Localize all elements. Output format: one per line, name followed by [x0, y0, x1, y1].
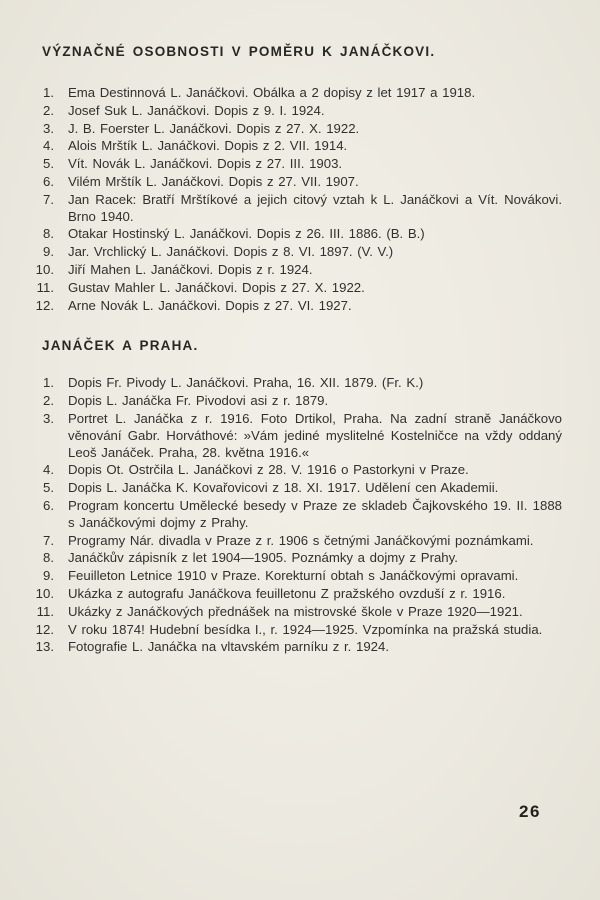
- item-number: 1.: [43, 85, 54, 100]
- list-item: [24, 103, 562, 120]
- item-number: 3.: [43, 410, 54, 426]
- item-text: Alois Mrštík L. Janáčkovi. Dopis z 2. VII. 1914.: [68, 138, 348, 154]
- item-number: 5.: [43, 156, 54, 172]
- item-text: Fotografie L. Janáčka na vltavském parníku z r. 1924.: [68, 639, 390, 655]
- item-text: Ukázky z Janáčkových přednášek na mistrovské škole v Praze 1920—1921.: [68, 603, 523, 619]
- list-item: [24, 156, 562, 173]
- item-number: 10.: [35, 261, 54, 277]
- item-text: J. B. Foerster L. Janáčkovi. Dopis z 27. X. 1922.: [68, 120, 360, 136]
- section-heading-osobnosti: VÝZNAČNÉ OSOBNOSTI V POMĚRU K JANÁČKOVI.: [42, 44, 436, 59]
- list-item: [24, 226, 562, 243]
- item-number: 5.: [43, 480, 54, 496]
- list-item: [24, 622, 562, 639]
- list-item: [24, 280, 562, 297]
- item-number: 6.: [43, 173, 54, 189]
- item-number: 12.: [35, 297, 54, 313]
- list-item: [24, 639, 562, 656]
- list-item: [24, 586, 562, 603]
- item-text: Gustav Mahler L. Janáčkovi. Dopis z 27. X. 1922.: [68, 279, 365, 295]
- list-item: [24, 411, 562, 461]
- item-text: Program koncertu Umělecké besedy v Praze ze skladeb Čajkovského 19. II. 1888 s Janáčkovými dojmy z Prahy.: [68, 497, 562, 530]
- list-item: [24, 462, 562, 479]
- item-text: Jar. Vrchlický L. Janáčkovi. Dopis z 8. VI. 1897. (V. V.): [68, 244, 394, 260]
- list-item: [24, 480, 562, 497]
- item-number: 3.: [43, 120, 54, 136]
- item-text: Dopis L. Janáčka K. Kovařovicovi z 18. XI. 1917. Udělení cen Akademii.: [68, 480, 499, 496]
- item-number: 11.: [36, 603, 54, 619]
- list-item: [24, 192, 562, 226]
- list-item: [24, 262, 562, 279]
- item-text: Vít. Novák L. Janáčkovi. Dopis z 27. III. 1903.: [68, 156, 343, 172]
- item-text: Otakar Hostinský L. Janáčkovi. Dopis z 26. III. 1886. (B. B.): [68, 226, 425, 242]
- item-text: Janáčkův zápisník z let 1904—1905. Poznámky a dojmy z Prahy.: [68, 550, 458, 566]
- item-number: 2.: [43, 102, 54, 118]
- item-text: Arne Novák L. Janáčkovi. Dopis z 27. VI. 1927.: [68, 297, 352, 313]
- item-text: Dopis Ot. Ostrčila L. Janáčkovi z 28. V. 1916 o Pastorkyni v Praze.: [68, 462, 469, 478]
- item-text: V roku 1874! Hudební besídka I., r. 1924—1925. Vzpomínka na pražská studia.: [68, 621, 543, 637]
- item-number: 7.: [43, 191, 54, 207]
- list-item: [24, 85, 562, 102]
- item-number: 7.: [43, 532, 54, 548]
- page-number: 26: [519, 802, 541, 821]
- item-number: 8.: [43, 550, 54, 566]
- item-text: Feuilleton Letnice 1910 v Praze. Korekturní obtah s Janáčkovými opravami.: [68, 568, 519, 584]
- item-text: Ema Destinnová L. Janáčkovi. Obálka a 2 dopisy z let 1917 a 1918.: [68, 85, 476, 100]
- item-text: Jiří Mahen L. Janáčkovi. Dopis z r. 1924.: [68, 261, 313, 277]
- item-text: Dopis L. Janáčka Fr. Pivodovi asi z r. 1879.: [68, 393, 329, 409]
- item-text: Dopis Fr. Pivody L. Janáčkovi. Praha, 16. XII. 1879. (Fr. K.): [68, 375, 424, 391]
- item-number: 11.: [36, 279, 54, 295]
- item-text: Portret L. Janáčka z r. 1916. Foto Drtikol, Praha. Na zadní straně Janáčkovo věnování Gabr. Horváthové: »Vám jediné myslitelné Kostelničce na vždy oddaný Leoš Janáček. Praha, 28. května 1916.«: [68, 410, 562, 460]
- item-text: Programy Nár. divadla v Praze z r. 1906 s četnými Janáčkovými poznámkami.: [68, 532, 534, 548]
- item-text: Jan Racek: Bratří Mrštíkové a jejich citový vztah k L. Janáčkovi a Vít. Novákovi. Brno 1940.: [68, 191, 562, 224]
- list-item: [24, 568, 562, 585]
- list-item: [24, 604, 562, 621]
- item-number: 8.: [43, 226, 54, 242]
- item-text: Ukázka z autografu Janáčkova feuilletonu Z pražského ovzduší z r. 1916.: [68, 585, 506, 601]
- item-number: 4.: [43, 138, 54, 154]
- item-number: 4.: [43, 462, 54, 478]
- item-number: 9.: [43, 244, 54, 260]
- item-number: 9.: [43, 568, 54, 584]
- list-item: [24, 174, 562, 191]
- list-item: [24, 375, 562, 392]
- item-number: 6.: [43, 497, 54, 513]
- list-praha: [24, 375, 562, 656]
- section-heading-praha: JANÁČEK A PRAHA.: [42, 338, 199, 354]
- item-number: 13.: [35, 639, 54, 655]
- list-item: [24, 393, 562, 410]
- list-item: [24, 498, 562, 532]
- list-item: [24, 298, 562, 315]
- list-item: [24, 244, 562, 261]
- list-item: [24, 121, 562, 138]
- list-item: [24, 138, 562, 155]
- item-number: 12.: [35, 621, 54, 637]
- list-item: [24, 533, 562, 550]
- item-number: 1.: [43, 375, 54, 391]
- list-item: [24, 550, 562, 567]
- item-text: Josef Suk L. Janáčkovi. Dopis z 9. I. 1924.: [68, 102, 325, 118]
- item-number: 2.: [43, 393, 54, 409]
- item-text: Vilém Mrštík L. Janáčkovi. Dopis z 27. VII. 1907.: [68, 173, 359, 189]
- list-osobnosti: [24, 85, 562, 314]
- item-number: 10.: [35, 585, 54, 601]
